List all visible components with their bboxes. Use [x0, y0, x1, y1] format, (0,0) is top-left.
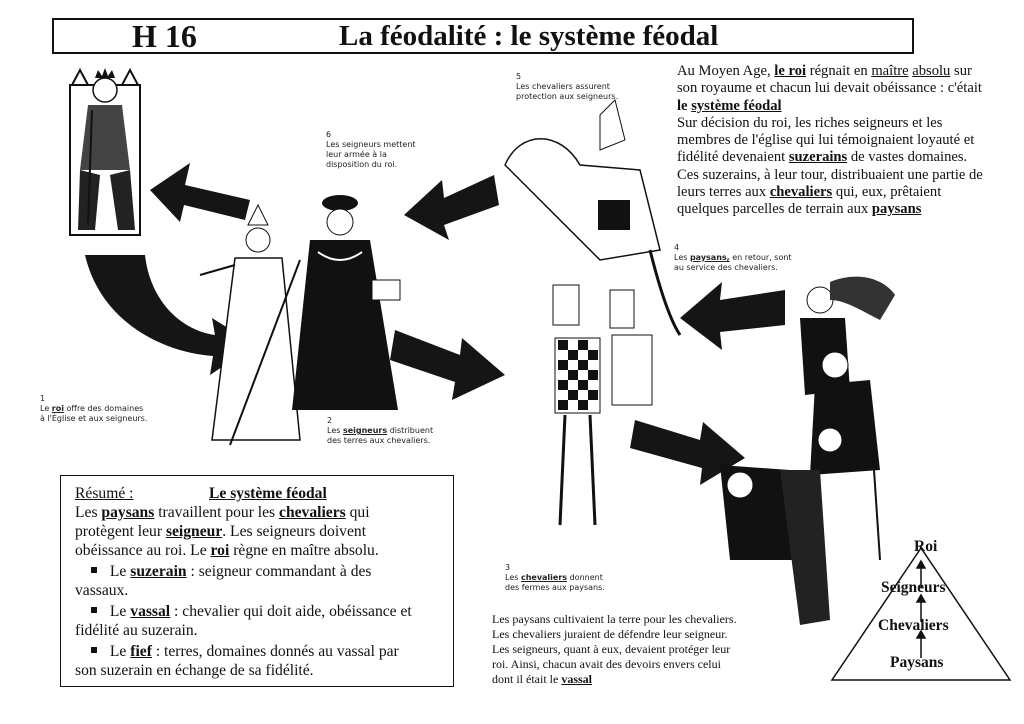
- summary-text: fidélité au suzerain.: [75, 622, 198, 639]
- caption-term: paysans,: [689, 253, 730, 262]
- summary-text: protègent leur: [75, 523, 163, 540]
- intro-text: Au Moyen Age,: [677, 63, 771, 79]
- summary-text: Le: [109, 643, 127, 660]
- summary-bullet-fief: [91, 642, 399, 661]
- caption-text: protection aux seigneurs.: [516, 92, 619, 101]
- summary-bullet-suzerain: [91, 562, 372, 581]
- lord-figure: [292, 195, 400, 410]
- caption-text: leur armée à la: [326, 150, 387, 159]
- conclusion-line: Les chevaliers juraient de défendre leur seigneur.: [492, 627, 728, 641]
- summary-term: suzerain: [130, 563, 187, 580]
- caption-number: 4: [674, 243, 680, 252]
- caption-number: 6: [326, 130, 332, 139]
- summary-box: [60, 475, 454, 687]
- summary-text: travaillent pour les: [158, 504, 276, 521]
- summary-text: Les: [75, 504, 98, 521]
- term-absolu: absolu: [912, 63, 951, 79]
- conclusion-paragraph: [492, 612, 780, 687]
- summary-term: roi: [210, 542, 230, 559]
- summary-term: paysans: [101, 504, 155, 521]
- summary-bullet-fief-cont: [75, 661, 314, 680]
- summary-text: . Les seigneurs doivent: [222, 523, 367, 540]
- summary-term: vassal: [130, 603, 171, 620]
- summary-text: Le: [109, 603, 127, 620]
- term-suzerains: suzerains: [788, 149, 848, 166]
- summary-text: obéissance au roi. Le: [75, 542, 207, 559]
- caption-text: des terres aux chevaliers.: [327, 436, 431, 445]
- conclusion-line: Les seigneurs, quant à eux, devaient protéger leur: [492, 642, 731, 656]
- bullet-icon: [91, 567, 97, 573]
- caption-5: [516, 72, 618, 102]
- intro-text: de vastes domaines.: [850, 149, 968, 166]
- pyramid-labels: [826, 540, 1016, 690]
- caption-text: donnent: [569, 573, 603, 582]
- caption-number: 1: [40, 394, 46, 403]
- summary-text: Le: [109, 563, 127, 580]
- caption-number: 2: [327, 416, 333, 425]
- summary-text: vassaux.: [75, 582, 129, 599]
- term-systeme-feodal: système féodal: [691, 97, 782, 114]
- bullet-icon: [91, 607, 97, 613]
- knights-figure: [553, 285, 652, 525]
- pyramid-level-paysans: Paysans: [890, 654, 944, 671]
- summary-text: règne en maître absolu.: [233, 542, 379, 559]
- pyramid-level-roi: Roi: [914, 538, 938, 555]
- intro-text: Ces suzerains, à leur tour, distribuaient une partie de leurs terres aux: [677, 166, 983, 201]
- caption-text: Les: [674, 253, 688, 262]
- term-chevaliers: chevaliers: [769, 184, 833, 201]
- caption-term: chevaliers: [520, 573, 568, 582]
- term-le-roi: le roi: [774, 63, 807, 79]
- caption-text: en retour, sont: [732, 253, 792, 262]
- caption-number: 5: [516, 72, 522, 81]
- caption-2: [327, 416, 433, 446]
- intro-text: le: [677, 97, 688, 114]
- summary-bullet-vassal-cont: [75, 621, 198, 640]
- summary-term: seigneur: [165, 523, 223, 540]
- page-title: La féodalité : le système féodal: [339, 20, 719, 52]
- conclusion-line: Les paysans cultivaient la terre pour les chevaliers.: [492, 612, 737, 626]
- summary-term: fief: [130, 643, 152, 660]
- summary-header: [75, 484, 133, 503]
- conclusion-line: [492, 672, 780, 687]
- knight-on-horse-figure: [505, 100, 680, 335]
- caption-text: au service des chevaliers.: [674, 263, 778, 272]
- caption-text: des fermes aux paysans.: [505, 583, 605, 592]
- conclusion-term: vassal: [561, 672, 593, 686]
- summary-text: qui: [349, 504, 370, 521]
- summary-heading-text: Le système féodal: [209, 485, 327, 502]
- pyramid-level-seigneurs: Seigneurs: [881, 579, 946, 596]
- intro-text: régnait en: [809, 63, 868, 79]
- summary-heading: [209, 484, 327, 503]
- intro-text: Sur décision du roi, les riches seigneurs et les membres de l'église qui lui témoignaient loyauté et fidélité devenaient: [677, 114, 975, 166]
- summary-text: : terres, domaines donnés au vassal par: [155, 643, 399, 660]
- term-paysans: paysans: [871, 201, 922, 218]
- pyramid-level-chevaliers: Chevaliers: [878, 617, 949, 634]
- caption-1: [40, 394, 147, 424]
- conclusion-text: dont il était le: [492, 672, 559, 686]
- bullet-icon: [91, 647, 97, 653]
- lesson-code: H 16: [132, 18, 197, 54]
- caption-text: offre des domaines: [66, 404, 144, 413]
- term-maitre: maître: [871, 63, 909, 79]
- caption-text: Les seigneurs mettent: [326, 140, 416, 149]
- summary-text: son suzerain en échange de sa fidélité.: [75, 662, 314, 679]
- summary-bullet-vassal: [91, 602, 412, 621]
- king-figure: [70, 68, 140, 235]
- cycle-arrows: [85, 163, 785, 485]
- caption-6: [326, 130, 416, 170]
- intro-text: sur son royaume et chacun lui devait obéissance : c'était: [677, 63, 982, 97]
- caption-text: Les chevaliers assurent: [516, 82, 610, 91]
- caption-text: Le: [40, 404, 50, 413]
- caption-text: à l'Église et aux seigneurs.: [40, 414, 148, 423]
- conclusion-line: roi. Ainsi, chacun avait des devoirs envers celui: [492, 657, 721, 671]
- summary-bullet-suzerain-cont: [75, 581, 128, 600]
- caption-term: seigneurs: [342, 426, 388, 435]
- caption-number: 3: [505, 563, 511, 572]
- caption-term: roi: [51, 404, 64, 413]
- caption-text: Les: [327, 426, 341, 435]
- summary-label: Résumé :: [75, 485, 134, 502]
- summary-term: chevaliers: [279, 504, 346, 521]
- caption-3: [505, 563, 605, 593]
- caption-4: [674, 243, 792, 273]
- summary-line-1: [75, 503, 370, 522]
- summary-line-3: [75, 541, 379, 560]
- summary-line-2: [75, 522, 366, 541]
- summary-text: : chevalier qui doit aide, obéissance et: [174, 603, 412, 620]
- summary-text: : seigneur commandant à des: [190, 563, 372, 580]
- caption-text: distribuent: [389, 426, 434, 435]
- intro-text: qui, eux, prêtaient quelques parcelles de terrain aux: [677, 184, 942, 218]
- caption-text: disposition du roi.: [326, 160, 398, 169]
- caption-text: Les: [505, 573, 519, 582]
